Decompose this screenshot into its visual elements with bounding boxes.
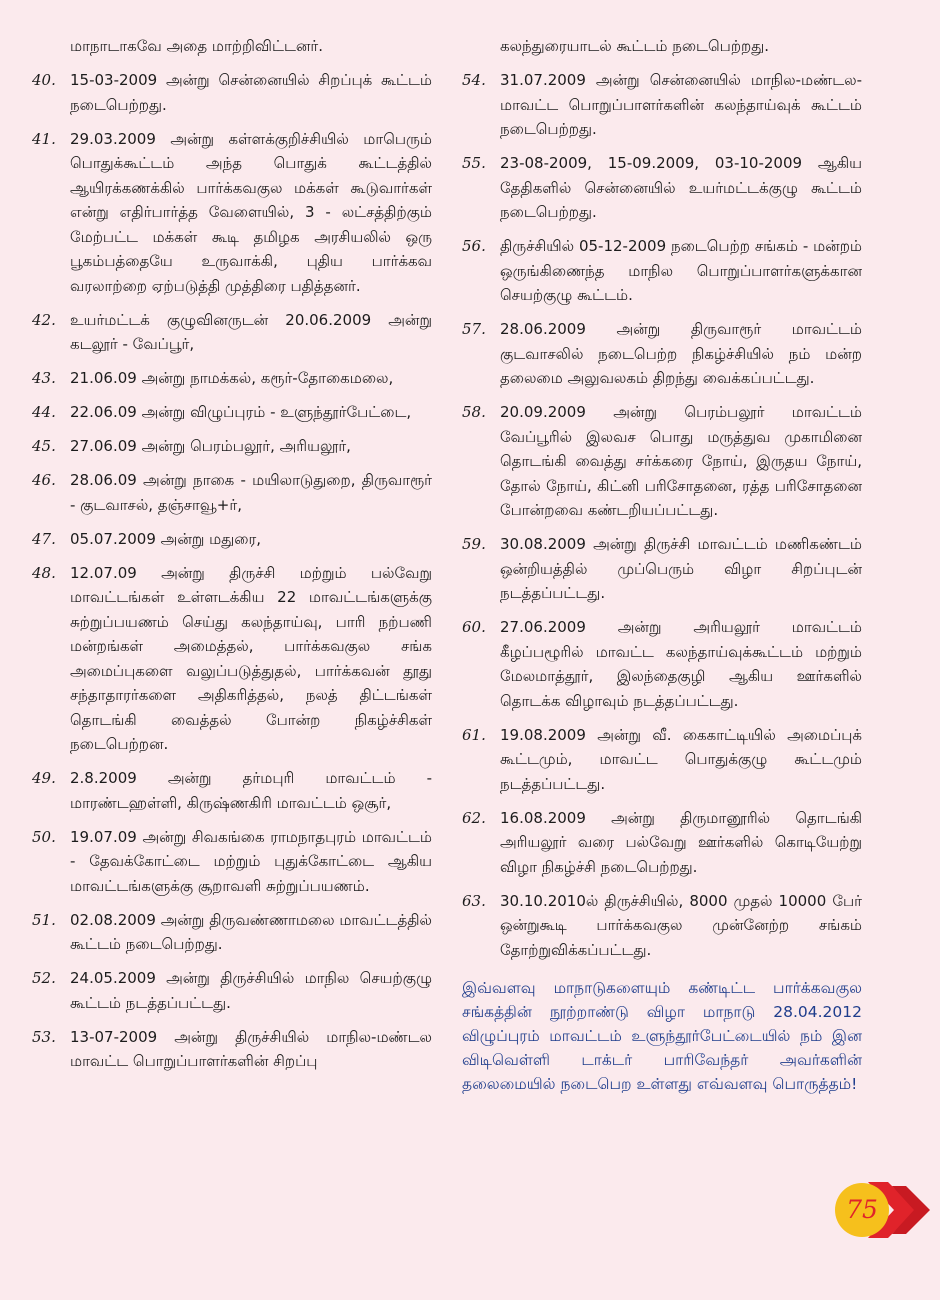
continuation-text: மாநாடாகவே அதை மாற்றிவிட்டனர். [70, 37, 324, 55]
item-text: 19.08.2009 அன்று வீ. கைகாட்டியில் அமைப்புக் கூட்டமும், மாவட்ட பொதுக்குழு கூட்டமும் நடத்தப்பட்டது. [500, 725, 862, 793]
item-number: 48. [32, 563, 56, 582]
list-item [32, 908, 432, 957]
item-text: 23-08-2009, 15-09.2009, 03-10-2009 ஆகிய தேதிகளில் சென்னையில் உயர்மட்டக்குழு கூட்டம் நடைபெற்றது. [500, 154, 862, 221]
item-number: 59. [462, 535, 486, 553]
left-column [32, 34, 432, 1074]
item-text: 05.07.2009 அன்று மதுரை, [70, 529, 261, 548]
item-number: 43. [32, 369, 56, 387]
item-number: 57. [462, 320, 486, 338]
list-item [462, 400, 862, 523]
list-item [462, 889, 862, 963]
item-number: 40. [32, 71, 56, 89]
item-number: 61. [462, 725, 486, 744]
item-number: 58. [462, 403, 486, 421]
item-number: 51. [32, 910, 56, 929]
item-text: 27.06.09 அன்று பெரம்பலூர், அரியலூர், [70, 437, 351, 455]
item-text: 13-07-2009 அன்று திருச்சியில் மாநில-மண்டல மாவட்ட பொறுப்பாளர்களின் சிறப்பு [70, 1027, 432, 1070]
item-number: 54. [462, 71, 486, 89]
item-number: 52. [32, 969, 56, 987]
item-number: 45. [32, 437, 56, 455]
item-text: 30.10.2010ல் திருச்சியில், 8000 முதல் 10000 பேர் ஒன்றுகூடி பார்க்கவகுல முன்னேற்ற சங்கம் தோற்றுவிக்கப்பட்டது. [500, 891, 862, 959]
item-text: 19.07.09 அன்று சிவகங்கை ராமநாதபுரம் மாவட்டம் - தேவக்கோட்டை மற்றும் புதுக்கோட்டை ஆகிய மாவட்டங்களுக்கு சூறாவளி சுற்றுப்பயணம். [70, 827, 432, 895]
item-number: 42. [32, 310, 56, 329]
item-text: 31.07.2009 அன்று சென்னையில் மாநில-மண்டல-மாவட்ட பொறுப்பாளர்களின் கலந்தாய்வுக் கூட்டம் நடைபெற்றது. [500, 71, 862, 138]
item-text: 02.08.2009 அன்று திருவண்ணாமலை மாவட்டத்தில் கூட்டம் நடைபெற்றது. [70, 910, 432, 953]
list-item [462, 317, 862, 391]
item-text: 16.08.2009 அன்று திருமானூரில் தொடங்கி அரியலூர் வரை பல்வேறு ஊர்களில் கொடியேற்று விழா நிகழ்ச்சி நடைபெற்றது. [500, 808, 862, 876]
item-number: 56. [462, 237, 486, 255]
list-item [462, 532, 862, 606]
list-item [32, 966, 432, 1015]
item-number: 47. [32, 529, 56, 548]
list-item [32, 308, 432, 357]
item-number: 50. [32, 827, 56, 846]
right-column [462, 34, 862, 1096]
list-item [32, 400, 432, 425]
item-number: 53. [32, 1027, 56, 1046]
item-number: 55. [462, 154, 486, 172]
item-text: 27.06.2009 அன்று அரியலூர் மாவட்டம் கீழப்பழூரில் மாவட்ட கலந்தாய்வுக்கூட்டம் மற்றும் மேலமாத்தூர், இலந்தைகுழி ஆகிய ஊர்களில் தொடக்க விழாவும் நடத்தப்பட்டது. [500, 618, 862, 710]
item-number: 44. [32, 403, 56, 421]
list-item [32, 366, 432, 391]
item-text: 28.06.2009 அன்று திருவாரூர் மாவட்டம் குடவாசலில் நடைபெற்ற நிகழ்ச்சியில் நம் மன்ற தலைமை அலுவலகம் திறந்து வைக்கப்பட்டது. [500, 320, 862, 387]
item-text: 21.06.09 அன்று நாமக்கல், கரூர்-தோகைமலை, [70, 369, 394, 387]
list-item [32, 434, 432, 459]
item-text: 30.08.2009 அன்று திருச்சி மாவட்டம் மணிகண்டம் ஒன்றியத்தில் முப்பெரும் விழா சிறப்புடன் நடத்தப்பட்டது. [500, 535, 862, 602]
list-item [462, 68, 862, 142]
list-item [462, 151, 862, 225]
item-text: 28.06.09 அன்று நாகை - மயிலாடுதுறை, திருவாரூர் - குடவாசல், தஞ்சாவூ+ர், [70, 471, 432, 514]
list-item [32, 766, 432, 815]
item-number: 62. [462, 808, 486, 827]
item-number: 41. [32, 129, 56, 148]
list-item [32, 127, 432, 299]
list-item [32, 561, 432, 757]
item-number: 60. [462, 618, 486, 636]
item-text: 12.07.09 அன்று திருச்சி மற்றும் பல்வேறு மாவட்டங்கள் உள்ளடக்கிய 22 மாவட்டங்களுக்கு சுற்றுப்பயணம் செய்து கலந்தாய்வு, பாரி நற்பணி மன்றங்கள் அமைத்தல், பார்க்கவகுல சங்க அமைப்புகளை வலுப்படுத்துதல், பார்க்கவன் தூது சந்தாதாரர்களை அதிகரித்தல், நலத் திட்டங்கள் தொடங்கி வைத்தல் போன்ற நிகழ்ச்சிகள் நடைபெற்றன. [70, 563, 432, 753]
item-number: 46. [32, 471, 56, 489]
item-text: உயர்மட்டக் குழுவினருடன் 20.06.2009 அன்று கடலூர் - வேப்பூர், [70, 310, 432, 353]
list-item [32, 68, 432, 117]
list-item [462, 615, 862, 713]
list-item [462, 234, 862, 308]
item-text: 2.8.2009 அன்று தர்மபுரி மாவட்டம் - மாரண்டஹள்ளி, கிருஷ்ணகிரி மாவட்டம் ஒசூர், [70, 769, 432, 812]
item-text: 20.09.2009 அன்று பெரம்பலூர் மாவட்டம் வேப்பூரில் இலவச பொது மருத்துவ முகாமினை தொடங்கி வைத்து சர்க்கரை நோய், இருதய நோய், தோல் நோய், கிட்னி பரிசோதனை, ரத்த பரிசோதனை போன்றவை கண்டறியப்பட்டது. [500, 403, 862, 519]
item-text: திருச்சியில் 05-12-2009 நடைபெற்ற சங்கம் - மன்றம் ஒருங்கிணைந்த மாநில பொறுப்பாளர்களுக்கான செயற்குழு கூட்டம். [500, 237, 862, 304]
list-item [32, 527, 432, 552]
list-item [462, 806, 862, 880]
item-number: 49. [32, 769, 56, 787]
list-item [32, 468, 432, 517]
item-text: 22.06.09 அன்று விழுப்புரம் - உளுந்தூர்பேட்டை, [70, 403, 412, 421]
item-text: 29.03.2009 அன்று கள்ளக்குறிச்சியில் மாபெரும் பொதுக்கூட்டம் அந்த பொதுக் கூட்டத்தில் ஆயிரக்கணக்கில் பார்க்கவகுல மக்கள் கூடுவார்கள் என்று எதிர்பார்த்த வேளையில், 3 - லட்சத்திற்கும் மேற்பட்ட மக்கள் கூடி தமிழக அரசியலில் ஒரு பூகம்பத்தையே உருவாக்கி, புதிய பார்க்கவ வரலாற்றை ஏற்படுத்தி முத்திரை பதித்தனர். [70, 129, 432, 295]
closing-paragraph: இவ்வளவு மாநாடுகளையும் கண்டிட்ட பார்க்கவகுல சங்கத்தின் நூற்றாண்டு விழா மாநாடு 28.04.2012 விழுப்புரம் மாவட்டம் உளுந்தூர்பேட்டையில் நம் இன விடிவெள்ளி டாக்டர் பாரிவேந்தர் அவர்களின் தலைமையில் நடைபெற உள்ளது எவ்வளவு பொருத்தம்! [462, 979, 862, 1093]
item-text: 15-03-2009 அன்று சென்னையில் சிறப்புக் கூட்டம் நடைபெற்றது. [70, 71, 432, 114]
list-item [32, 1025, 432, 1074]
page-number: 75 [846, 1195, 878, 1224]
item-text: 24.05.2009 அன்று திருச்சியில் மாநில செயற்குழு கூட்டம் நடத்தப்பட்டது. [70, 969, 432, 1012]
item-number: 63. [462, 891, 486, 910]
list-item [32, 825, 432, 899]
continuation-text: கலந்துரையாடல் கூட்டம் நடைபெற்றது. [500, 37, 770, 55]
list-item [462, 723, 862, 797]
